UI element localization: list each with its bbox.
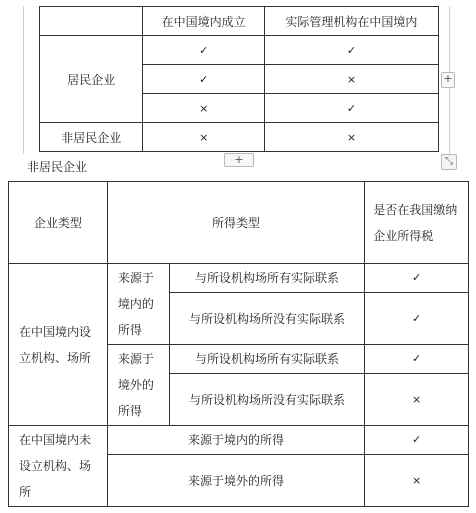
table-header-cell: 实际管理机构在中国境内: [264, 7, 438, 36]
table-cell: ✓: [143, 65, 264, 94]
group-label: 在中国境内未设立机构、场所: [9, 426, 108, 507]
table-cell: ×: [143, 94, 264, 123]
resize-icon[interactable]: ⤡: [441, 154, 457, 170]
table-cell: ×: [365, 455, 469, 507]
add-row-button[interactable]: +: [224, 153, 254, 167]
table-cell: [40, 7, 143, 36]
table-cell: ✓: [143, 36, 264, 65]
table-cell: 与所设机构场所没有实际联系: [169, 374, 364, 426]
table-cell: ✓: [365, 345, 469, 374]
table-cell: 与所设机构场所有实际联系: [169, 345, 364, 374]
table-cell: 与所设机构场所没有实际联系: [169, 293, 364, 345]
table-row: [9, 264, 469, 293]
table-header-cell: 是否在我国缴纳企业所得税: [365, 182, 469, 264]
table-cell: ×: [264, 65, 438, 94]
caption-text: 非居民企业: [27, 160, 88, 174]
tax-obligation-table: [8, 181, 469, 507]
table-cell: 来源于境内的所得: [107, 426, 364, 455]
table-header-cell: 所得类型: [107, 182, 364, 264]
table-row: [40, 36, 439, 65]
table-cell: ✓: [264, 94, 438, 123]
resident-status-table: [39, 6, 439, 152]
table-cell: 与所设机构场所有实际联系: [169, 264, 364, 293]
table-cell: ×: [365, 374, 469, 426]
add-column-button[interactable]: +: [441, 72, 455, 88]
table-cell: ✓: [365, 264, 469, 293]
table-cell: 来源于境外的所得: [107, 455, 364, 507]
group-label: 在中国境内设立机构、场所: [9, 264, 108, 426]
income-source-label: 来源于境内的所得: [107, 264, 169, 345]
table-row: [40, 7, 439, 36]
table-cell: ✓: [264, 36, 438, 65]
table-cell: ✓: [365, 293, 469, 345]
table-header-cell: 企业类型: [9, 182, 108, 264]
table-cell: ✓: [365, 426, 469, 455]
table1-guide-left: [23, 6, 24, 154]
table-cell: ×: [264, 123, 438, 152]
income-source-label: 来源于境外的所得: [107, 345, 169, 426]
table-row: [9, 182, 469, 264]
resident-label: 居民企业: [40, 36, 143, 123]
table-row: [9, 426, 469, 455]
table-cell: ×: [143, 123, 264, 152]
nonresident-label: 非居民企业: [40, 123, 143, 152]
table-row: [40, 123, 439, 152]
table-header-cell: 在中国境内成立: [143, 7, 264, 36]
